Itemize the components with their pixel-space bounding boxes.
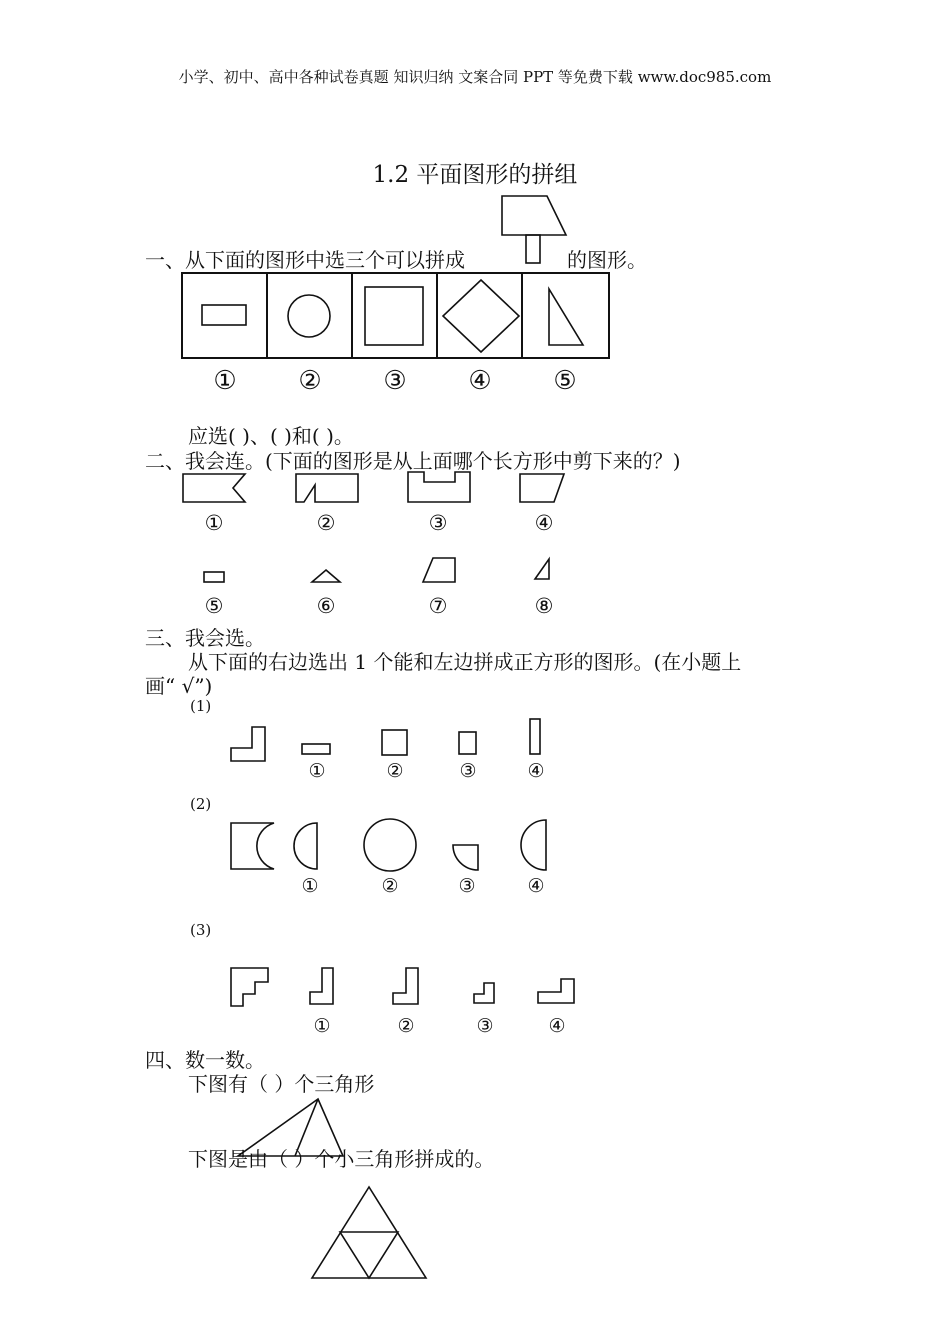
page-header: 小学、初中、高中各种试卷真题 知识归纳 文案合同 PPT 等免费下载 www.doc985.com bbox=[178, 68, 772, 86]
q1-label-4: ④ bbox=[468, 366, 492, 396]
q3-part2-choice-1: ① bbox=[301, 875, 319, 897]
q1-label-3: ③ bbox=[383, 366, 407, 396]
q1-label-1: ① bbox=[213, 366, 237, 396]
q3-part3-choice-3: ③ bbox=[476, 1015, 494, 1037]
q3-part1-base-shape bbox=[231, 727, 265, 761]
q3-part2-option-3 bbox=[453, 845, 478, 870]
q1-answer-line: 应选( )、( )和( )。 bbox=[188, 424, 354, 448]
q2-shape-2 bbox=[296, 474, 358, 502]
q3-part3-option-3 bbox=[474, 983, 494, 1003]
q3-part2-choice-3: ③ bbox=[458, 875, 476, 897]
q2-label-8: ⑧ bbox=[534, 594, 554, 618]
q3-part3-option-2 bbox=[393, 968, 418, 1004]
q3-instruction-2: 画“ √”) bbox=[145, 674, 213, 698]
q2-shape-3 bbox=[408, 472, 470, 502]
q3-part2-base-shape bbox=[231, 823, 274, 869]
q3-part3-option-4 bbox=[538, 979, 574, 1003]
q2-label-2: ② bbox=[316, 511, 336, 535]
q2-label-6: ⑥ bbox=[316, 594, 336, 618]
q2-shape-8 bbox=[535, 559, 549, 579]
q2-prompt: 二、我会连。(下面的图形是从上面哪个长方形中剪下来的？) bbox=[145, 449, 681, 473]
q4-line-1: 下图有（ ）个三角形 bbox=[188, 1072, 375, 1096]
q1-prompt-prefix: 一、从下面的图形中选三个可以拼成 bbox=[145, 248, 465, 272]
q3-part2-option-4 bbox=[521, 820, 546, 870]
q1-target-figure bbox=[502, 196, 566, 263]
q3-part2-choice-2: ② bbox=[381, 875, 399, 897]
q3-part3-option-1 bbox=[310, 968, 333, 1004]
q1-rectangle-shape bbox=[202, 305, 246, 325]
q3-part1-choice-1: ① bbox=[308, 760, 326, 782]
q2-shape-4 bbox=[520, 474, 564, 502]
q2-label-7: ⑦ bbox=[428, 594, 448, 618]
q4-triangle-figure-2 bbox=[312, 1187, 426, 1278]
q1-prompt-suffix: 的图形。 bbox=[567, 248, 647, 272]
q3-part1-choice-3: ③ bbox=[459, 760, 477, 782]
q3-part3-label: (3) bbox=[190, 921, 212, 939]
q3-part1-choice-4: ④ bbox=[527, 760, 545, 782]
q2-shape-7 bbox=[423, 558, 455, 582]
q2-shape-6 bbox=[312, 570, 340, 582]
q1-label-2: ② bbox=[298, 366, 322, 396]
q3-part3-choice-2: ② bbox=[397, 1015, 415, 1037]
q3-part2-option-2 bbox=[364, 819, 416, 871]
q3-part2-choice-4: ④ bbox=[527, 875, 545, 897]
q2-shape-1 bbox=[183, 474, 245, 502]
q1-triangle-shape bbox=[549, 289, 583, 345]
q3-part1-option-3 bbox=[459, 732, 476, 754]
q2-label-3: ③ bbox=[428, 511, 448, 535]
q1-circle-shape bbox=[288, 295, 330, 337]
q3-part1-choice-2: ② bbox=[386, 760, 404, 782]
q4-heading: 四、数一数。 bbox=[145, 1048, 265, 1072]
q3-part1-label: (1) bbox=[190, 697, 212, 715]
q3-part3-choice-1: ① bbox=[313, 1015, 331, 1037]
q3-part3-base-shape bbox=[231, 968, 268, 1006]
q3-heading: 三、我会选。 bbox=[145, 626, 265, 650]
q2-label-4: ④ bbox=[534, 511, 554, 535]
q3-part2-option-1 bbox=[294, 823, 317, 869]
q3-part2-label: (2) bbox=[190, 795, 212, 813]
q1-rhombus-shape bbox=[443, 280, 519, 352]
q3-instruction-1: 从下面的右边选出 1 个能和左边拼成正方形的图形。(在小题上 bbox=[188, 650, 742, 674]
q3-part1-option-2 bbox=[382, 730, 407, 755]
q2-label-1: ① bbox=[204, 511, 224, 535]
q2-shape-5 bbox=[204, 572, 224, 582]
q3-part1-option-4 bbox=[530, 719, 540, 754]
q1-label-5: ⑤ bbox=[553, 366, 577, 396]
q3-part1-option-1 bbox=[302, 744, 330, 754]
q3-part3-choice-4: ④ bbox=[548, 1015, 566, 1037]
q1-square-shape bbox=[365, 287, 423, 345]
page-title: 1.2 平面图形的拼组 bbox=[372, 162, 578, 188]
q4-triangle-figure-1 bbox=[238, 1099, 343, 1156]
q4-line-2: 下图是由（ ）个小三角形拼成的。 bbox=[188, 1147, 495, 1171]
q2-label-5: ⑤ bbox=[204, 594, 224, 618]
